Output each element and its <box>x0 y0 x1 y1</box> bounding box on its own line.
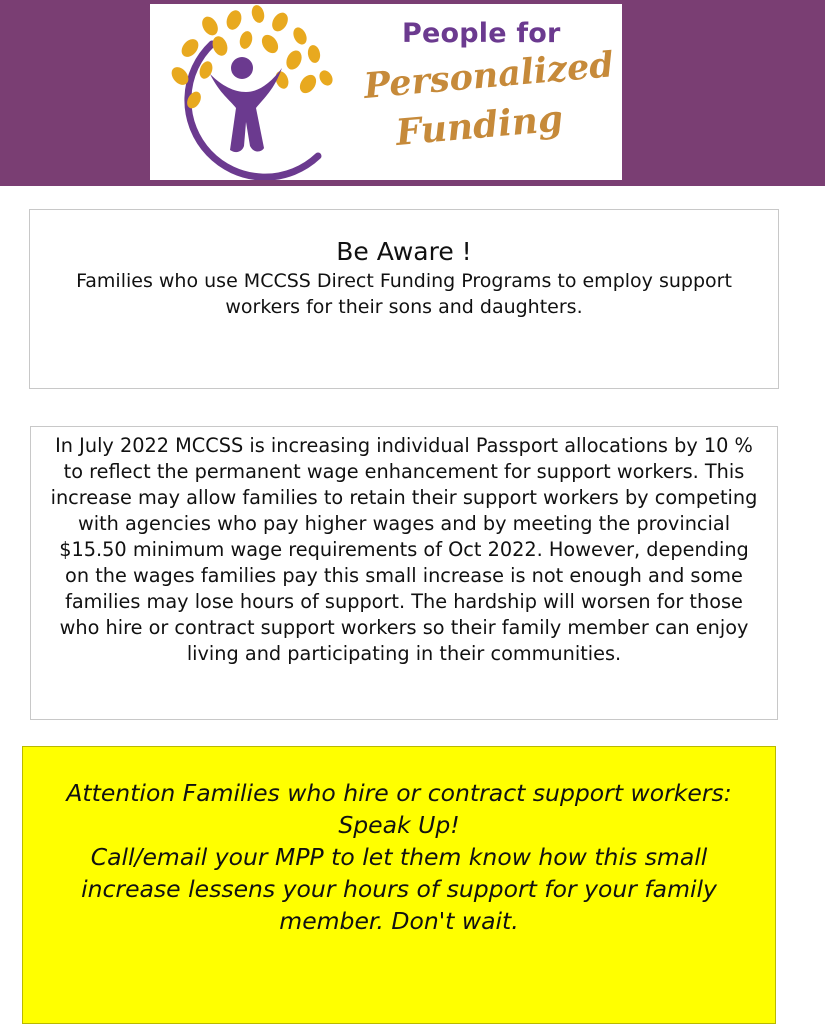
header-band <box>0 0 825 186</box>
awareness-subtitle: Families who use MCCSS Direct Funding Programs to employ support workers for their sons and daughters. <box>76 270 732 318</box>
logo-text-personalized: Personalized <box>362 44 616 107</box>
awareness-title: Be Aware ! <box>336 237 472 266</box>
logo-text-people-for: People for <box>402 18 561 49</box>
info-box <box>30 426 778 720</box>
logo <box>150 4 622 180</box>
callout-attention: Attention Families who hire or contract support workers: Speak Up! <box>66 779 732 839</box>
callout-box <box>22 746 776 1024</box>
logo-tree-icon <box>150 4 360 180</box>
awareness-box <box>29 209 779 389</box>
callout-action: Call/email your MPP to let them know how this small increase lessens your hours of support for your family member. Don't wait. <box>81 843 717 935</box>
logo-text-funding: Funding <box>394 97 565 154</box>
info-paragraph: In July 2022 MCCSS is increasing individual Passport allocations by 10 % to reflect the permanent wage enhancement for support workers. This increase may allow families to retain their support workers by competing with agencies who pay higher wages and by meeting the provincial $15.50 minimum wage requirements of Oct 2022. However, depending on the wages families pay this small increase is not enough and some families may lose hours of support. The hardship will worsen for those who hire or contract support workers so their family member can enjoy living and participating in their communities. <box>50 434 758 665</box>
